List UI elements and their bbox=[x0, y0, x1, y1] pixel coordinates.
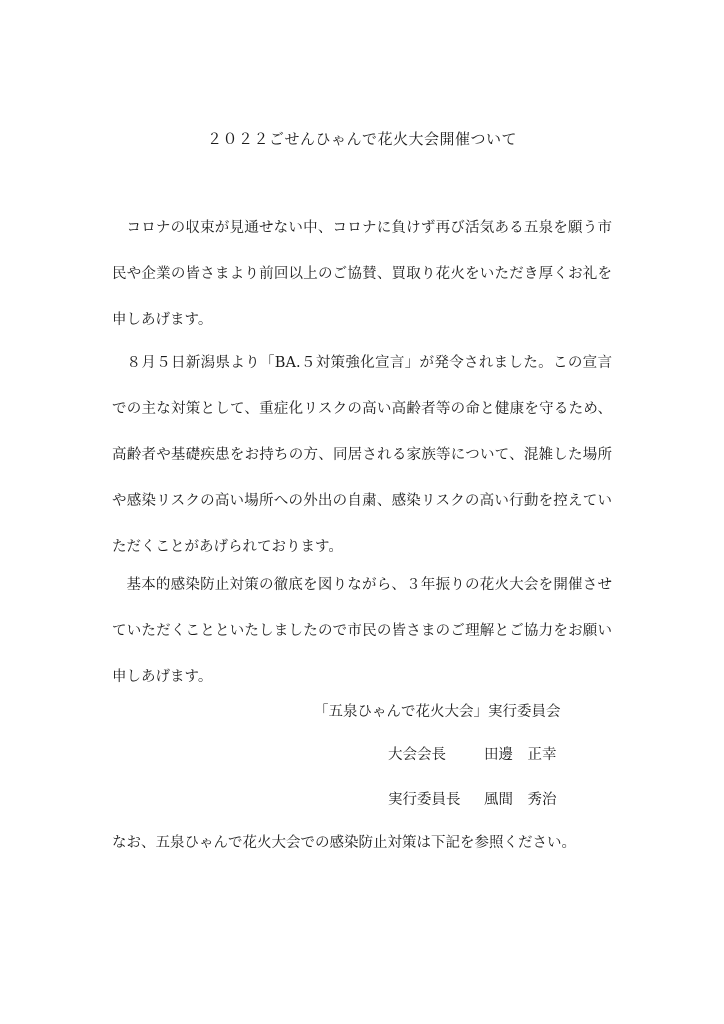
signatory-role: 大会会長 bbox=[388, 747, 446, 763]
paragraph-text: 基本的感染防止対策の徹底を図りながら、３年振りの花火大会を開催させていただくことといたしましたので市民の皆さまのご理解とご協力をお願い申しあげます。 bbox=[112, 577, 612, 685]
signatory-name: 風間 秀治 bbox=[484, 792, 557, 808]
signatory-chairman bbox=[388, 743, 557, 764]
signatory-committee-chair bbox=[388, 788, 557, 809]
paragraph-text: コロナの収束が見通せない中、コロナに負けず再び活気ある五泉を願う市民や企業の皆さまより前回以上のご協賛、買取り花火をいただき厚くお礼を申しあげます。 bbox=[112, 220, 612, 328]
paragraph-1 bbox=[112, 205, 612, 343]
signatory-name: 田邊 正幸 bbox=[484, 747, 557, 763]
signatory-role: 実行委員長 bbox=[388, 792, 461, 808]
document-title: ２０２２ごせんひゃんで花火大会開催ついて bbox=[206, 130, 517, 148]
paragraph-3 bbox=[112, 562, 612, 700]
paragraph-2 bbox=[112, 340, 612, 570]
paragraph-text: ８月５日新潟県より「BA.５対策強化宣言」が発令されました。この宣言での主な対策として、重症化リスクの高い高齢者等の命と健康を守るため、高齢者や基礎疾患をお持ちの方、同居される家族等について、混雑した場所や感染リスクの高い場所への外出の自粛、感染リスクの高い行動を控えていただくことがあげられております。 bbox=[112, 355, 612, 555]
organizer-name: 「五泉ひゃんで花火大会」実行委員会 bbox=[314, 704, 561, 720]
footnote: なお、五泉ひゃんで花火大会での感染防止対策は下記を参照ください。 bbox=[112, 835, 576, 851]
